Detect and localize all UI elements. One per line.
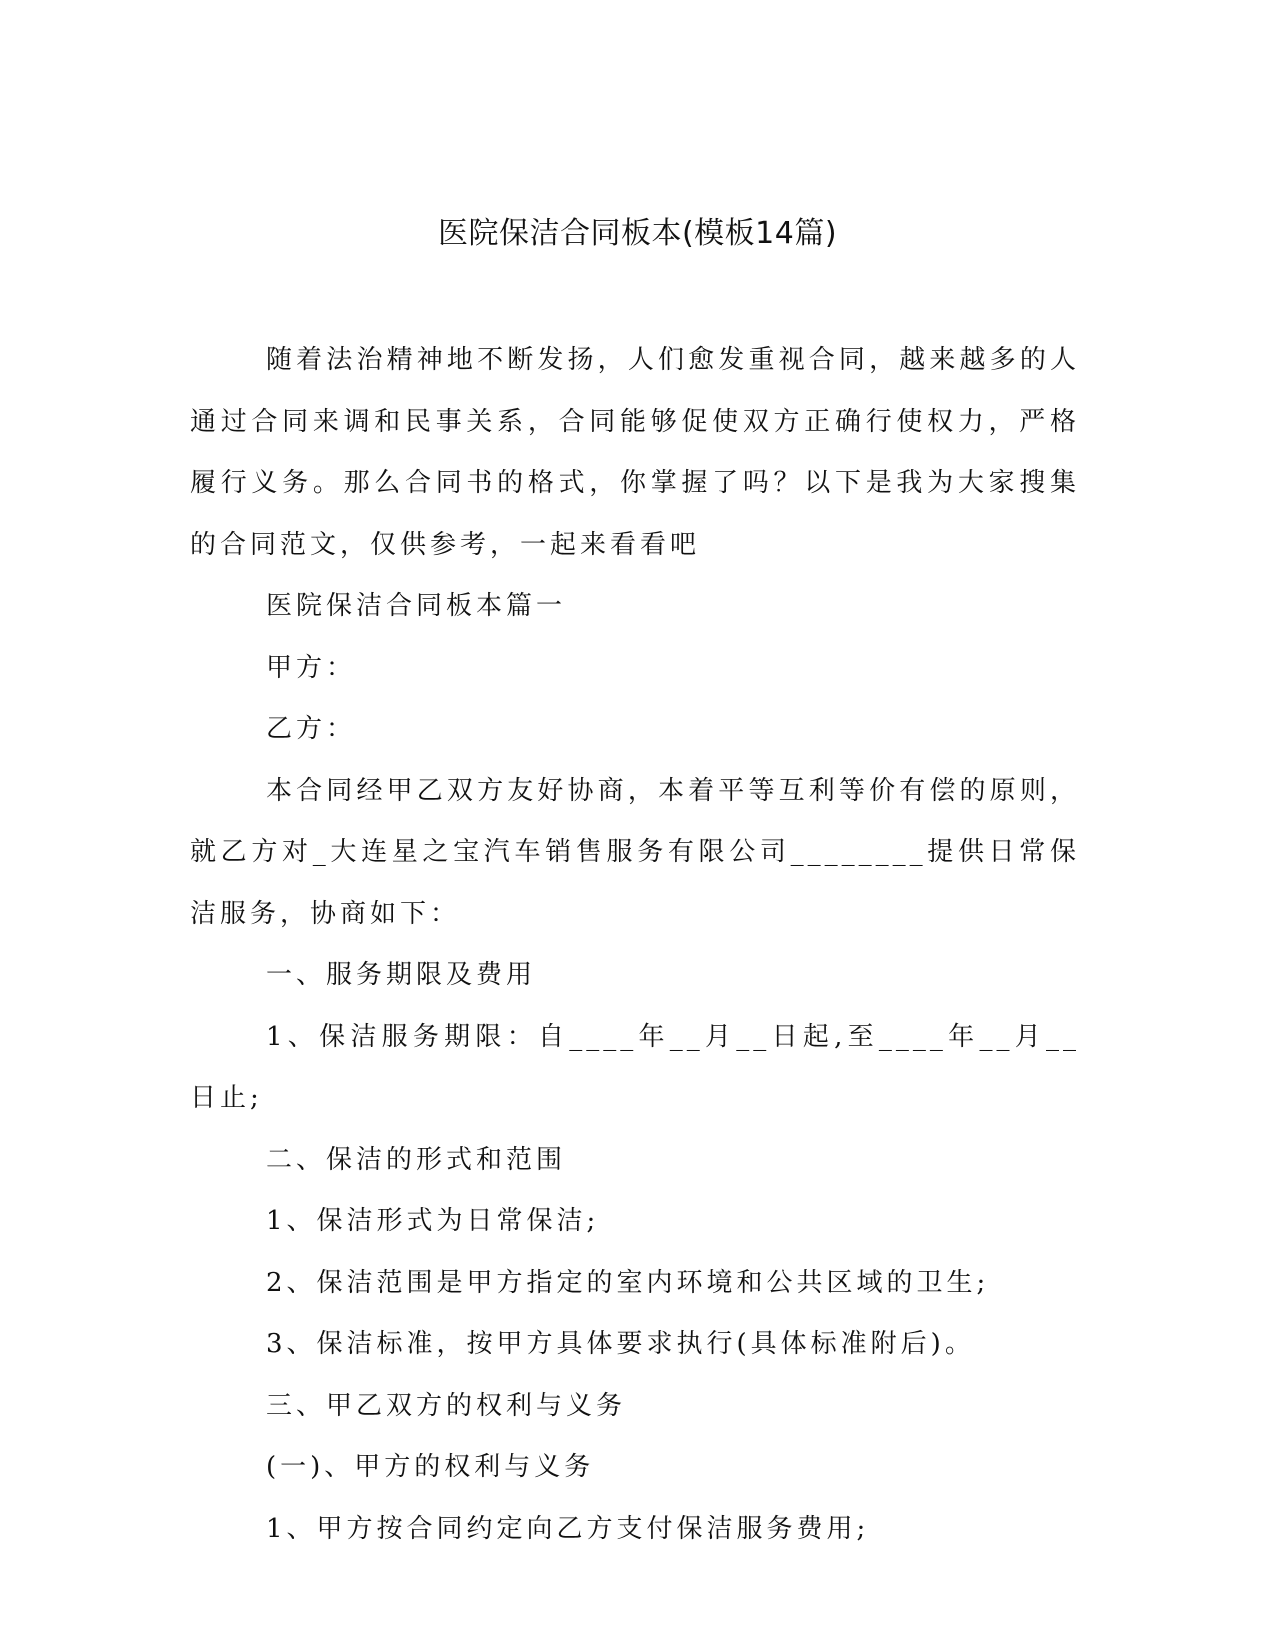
- document-body: [190, 330, 1080, 1560]
- clause-heading-rights-duties: 三、甲乙双方的权利与义务: [266, 1390, 627, 1421]
- section-heading-part-one: 医院保洁合同板本篇一: [266, 591, 567, 621]
- clause-cleaning-standard: 3、保洁标准，按甲方具体要求执行(具体标准附后)。: [266, 1329, 975, 1359]
- agreement-preamble: 本合同经甲乙双方友好协商，本着平等互利等价有偿的原则，就乙方对_大连星之宝汽车销售服务有限公司________提供日常保洁服务，协商如下：: [190, 775, 1080, 929]
- clause-cleaning-range: 2、保洁范围是甲方指定的室内环境和公共区域的卫生;: [266, 1267, 990, 1298]
- intro-paragraph: 随着法治精神地不断发扬，人们愈发重视合同，越来越多的人通过合同来调和民事关系，合同能够促使双方正确行使权力，严格履行义务。那么合同书的格式，你掌握了吗？以下是我为大家搜集的合同范文，仅供参考，一起来看看吧: [190, 345, 1080, 560]
- clause-heading-service-term: 一、服务期限及费用: [266, 960, 537, 990]
- clause-cleaning-form: 1、保洁形式为日常保洁;: [266, 1206, 600, 1236]
- clause-service-period: 1、保洁服务期限：自____年__月__日起,至____年__月__日止;: [190, 1021, 1080, 1113]
- document-title: 医院保洁合同板本(模板14篇): [437, 216, 838, 251]
- clause-party-a-payment: 1、甲方按合同约定向乙方支付保洁服务费用;: [266, 1513, 870, 1544]
- clause-subheading-party-a: (一)、甲方的权利与义务: [266, 1452, 595, 1482]
- party-a-line: 甲方：: [266, 652, 357, 683]
- clause-heading-cleaning-scope: 二、保洁的形式和范围: [266, 1144, 567, 1175]
- party-b-line: 乙方：: [266, 714, 357, 744]
